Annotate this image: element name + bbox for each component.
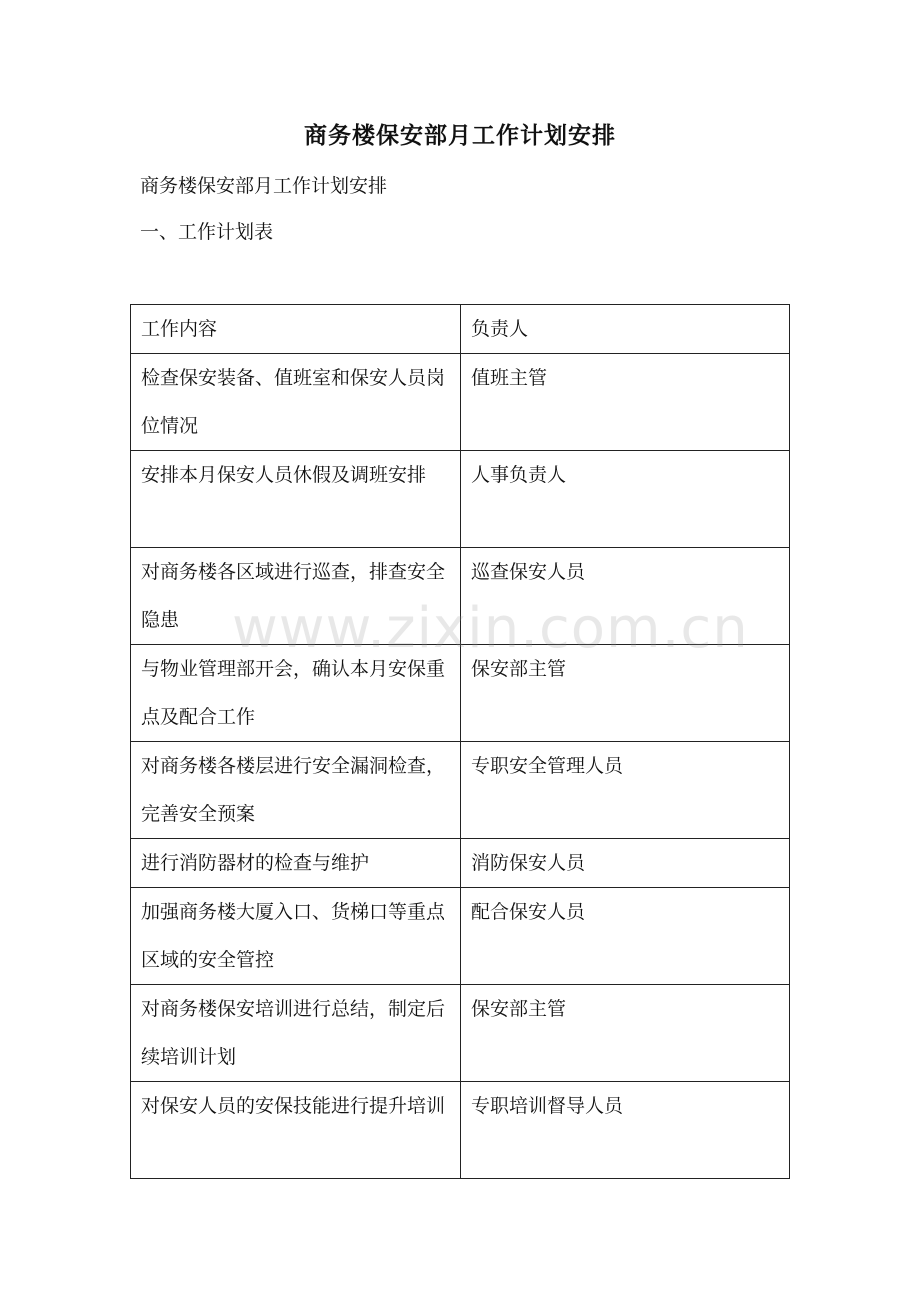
header-owner: 负责人	[461, 305, 790, 354]
owner-cell: 专职培训督导人员	[461, 1082, 790, 1179]
table-row	[131, 985, 790, 1082]
task-cell: 与物业管理部开会，确认本月安保重点及配合工作	[131, 645, 461, 742]
owner-cell: 值班主管	[461, 354, 790, 451]
task-cell: 对保安人员的安保技能进行提升培训	[131, 1082, 461, 1179]
table-row	[131, 548, 790, 645]
table-row	[131, 451, 790, 548]
owner-cell: 保安部主管	[461, 985, 790, 1082]
section-heading: 一、工作计划表	[140, 221, 274, 243]
task-cell: 对商务楼各楼层进行安全漏洞检查，完善安全预案	[131, 742, 461, 839]
document-title: 商务楼保安部月工作计划安排	[304, 123, 616, 149]
table-row	[131, 354, 790, 451]
task-cell: 对商务楼各区域进行巡查，排查安全隐患	[131, 548, 461, 645]
owner-cell: 专职安全管理人员	[461, 742, 790, 839]
work-plan-table	[130, 304, 790, 1179]
task-cell: 对商务楼保安培训进行总结，制定后续培训计划	[131, 985, 461, 1082]
owner-cell: 配合保安人员	[461, 888, 790, 985]
owner-cell: 巡查保安人员	[461, 548, 790, 645]
task-cell: 进行消防器材的检查与维护	[131, 839, 461, 888]
owner-cell: 保安部主管	[461, 645, 790, 742]
table-row	[131, 645, 790, 742]
document-subtitle: 商务楼保安部月工作计划安排	[140, 175, 388, 197]
task-cell: 安排本月保安人员休假及调班安排	[131, 451, 461, 548]
task-cell: 检查保安装备、值班室和保安人员岗位情况	[131, 354, 461, 451]
table-row	[131, 742, 790, 839]
watermark: www.zixin.com.cn	[232, 596, 749, 661]
table-row	[131, 1082, 790, 1179]
table-row	[131, 888, 790, 985]
table-header-row	[131, 305, 790, 354]
table-body	[131, 354, 790, 1179]
header-task: 工作内容	[131, 305, 461, 354]
table-row	[131, 839, 790, 888]
task-cell: 加强商务楼大厦入口、货梯口等重点区域的安全管控	[131, 888, 461, 985]
owner-cell: 人事负责人	[461, 451, 790, 548]
owner-cell: 消防保安人员	[461, 839, 790, 888]
